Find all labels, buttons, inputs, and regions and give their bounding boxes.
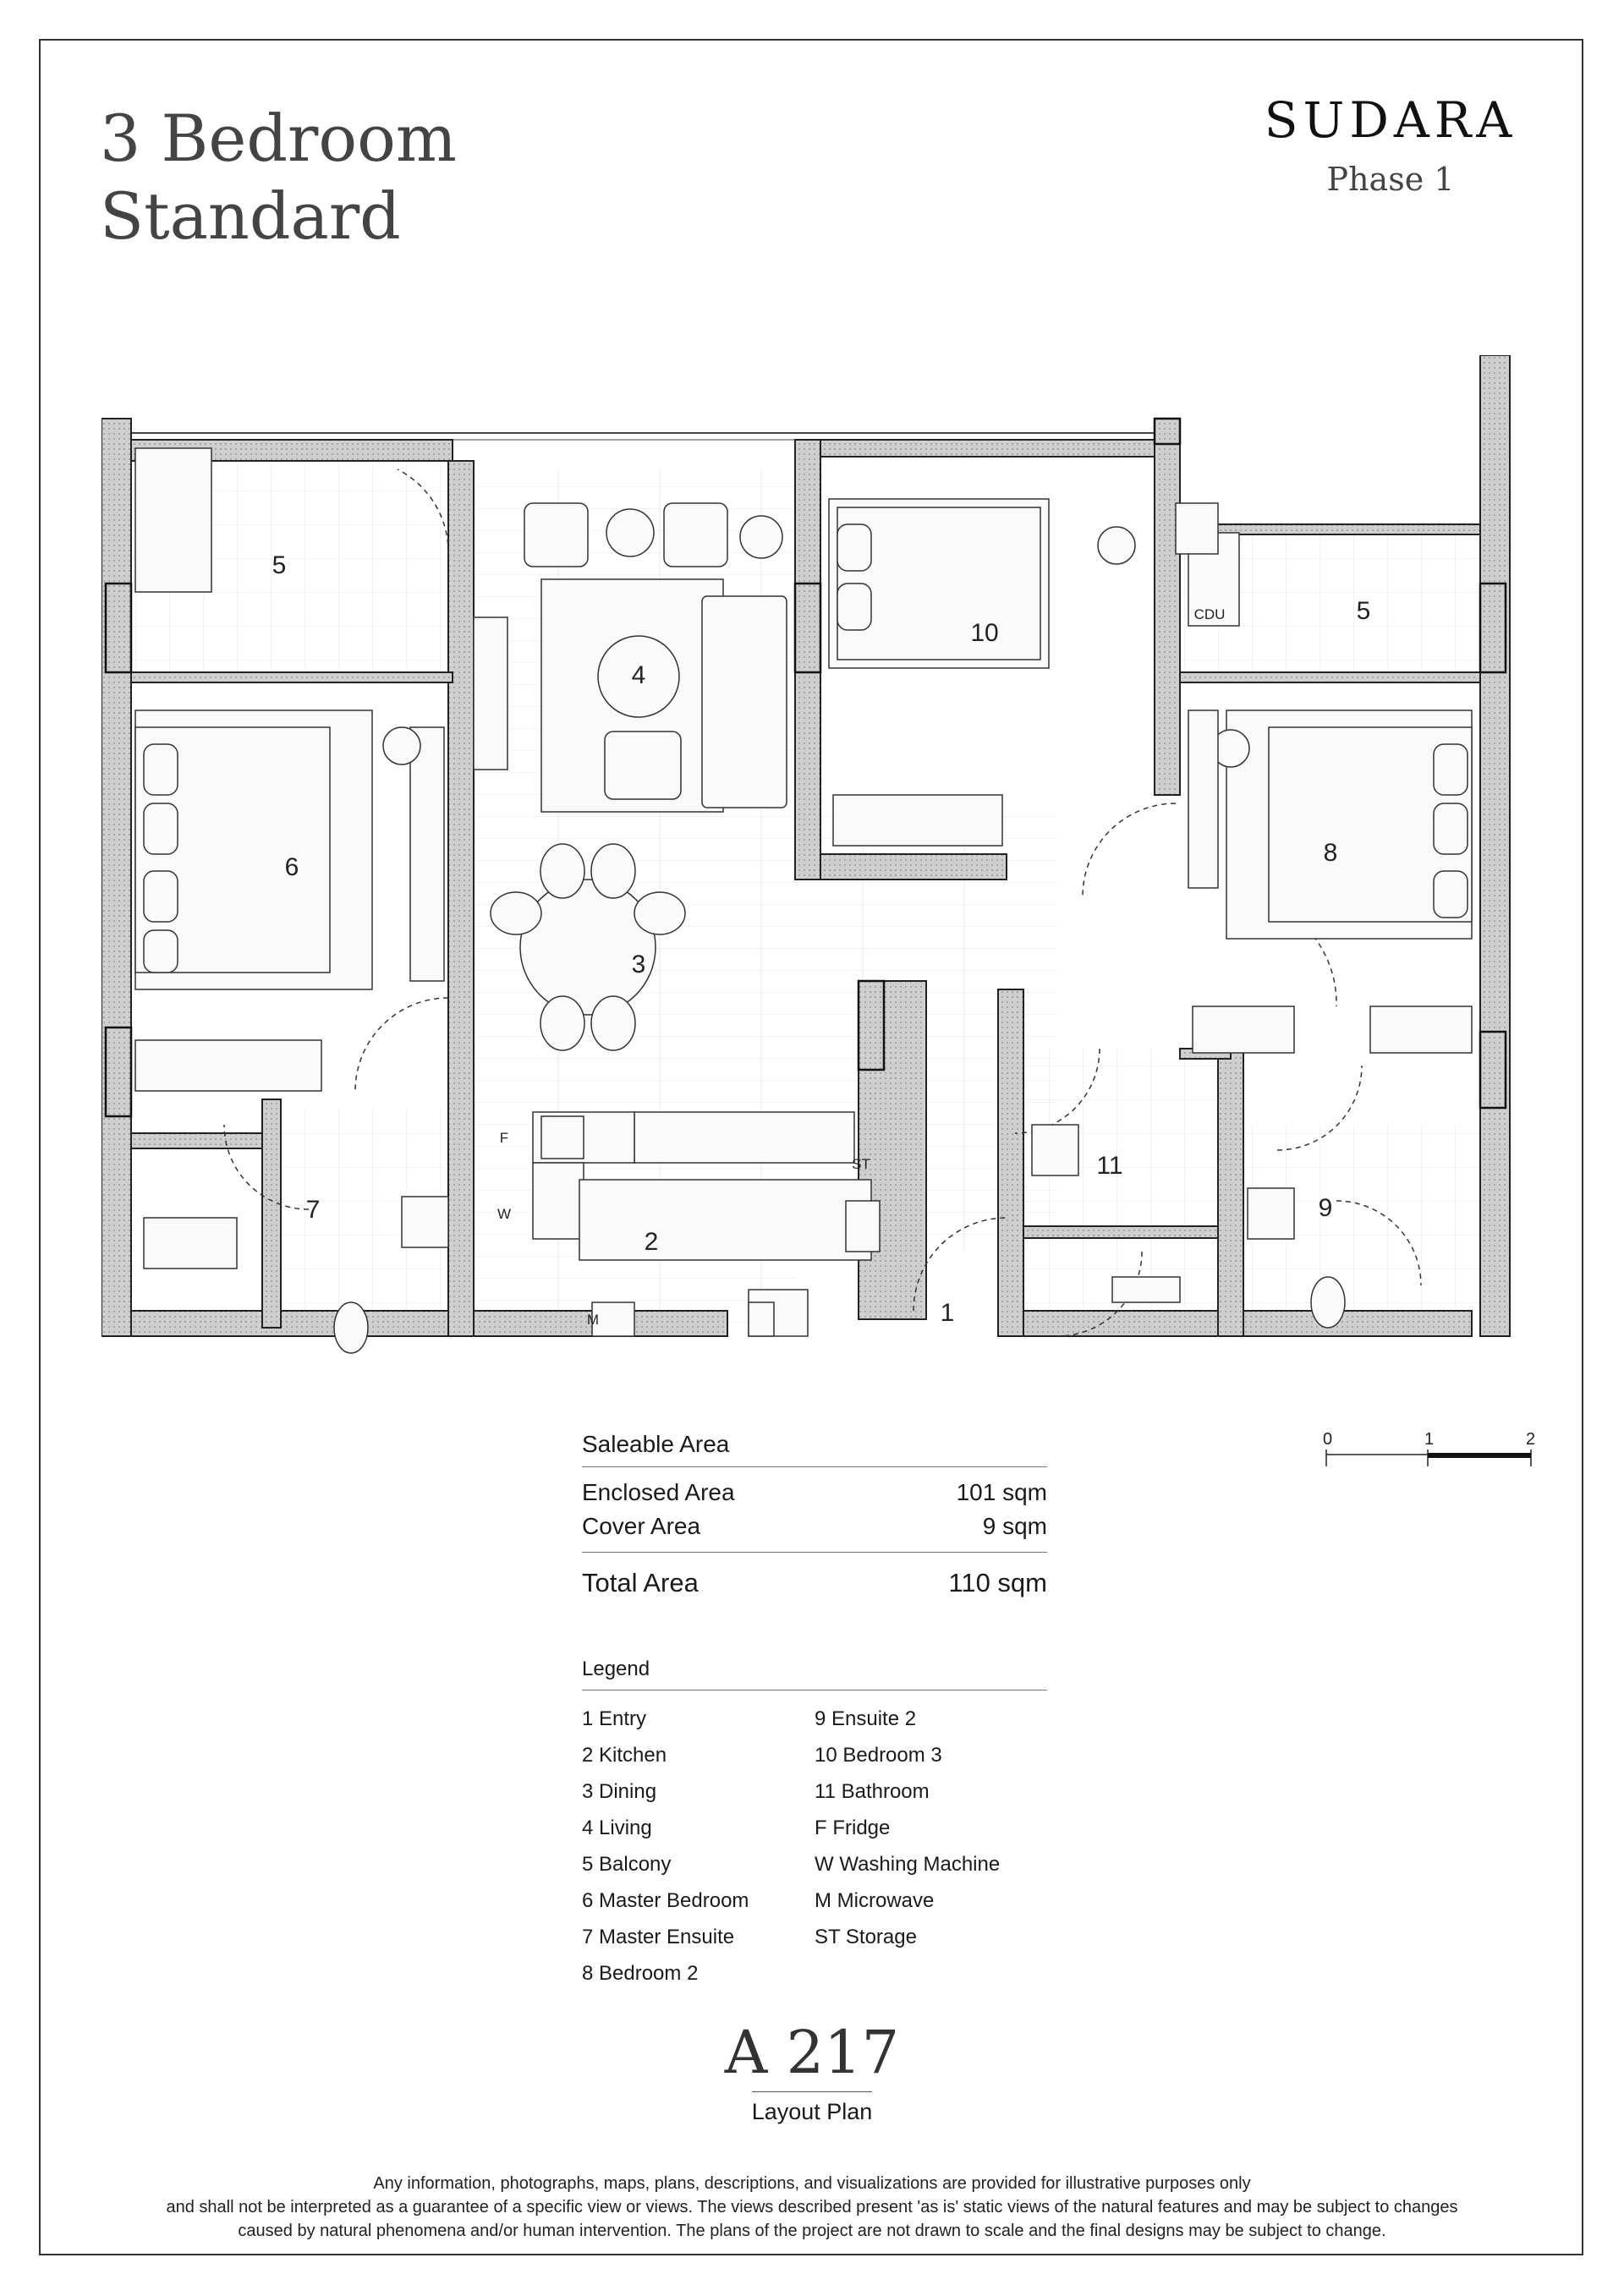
scale-bar — [1321, 1429, 1541, 1480]
legend-item: 2 Kitchen — [582, 1744, 667, 1767]
microwave-label: M — [586, 1312, 600, 1328]
legend-item: F Fridge — [815, 1817, 891, 1839]
brand-logo: SUDARA — [1264, 91, 1517, 149]
fridge-label: F — [499, 1130, 509, 1146]
disclaimer-line-2: and shall not be interpreted as a guarantee of a specific view or views. The views described present 'as is' static views of the natural features and may be subject to changes — [166, 2198, 1458, 2217]
room-label-9: 9 — [1318, 1194, 1333, 1222]
area-heading: Saleable Area — [582, 1431, 1047, 1467]
room-label-7: 7 — [305, 1196, 321, 1224]
scale-tick-1: 1 — [1424, 1430, 1435, 1449]
room-label-11: 11 — [1096, 1152, 1123, 1180]
storage-label: ST — [852, 1156, 870, 1172]
legend-item: 6 Master Bedroom — [582, 1889, 749, 1912]
title-line-2: Standard — [100, 178, 401, 254]
saleable-area-table — [582, 1431, 1047, 1598]
legend-item: 11 Bathroom — [815, 1780, 930, 1803]
room-label-6: 6 — [284, 853, 299, 881]
room-label-10: 10 — [970, 619, 999, 647]
room-label-2: 2 — [644, 1228, 659, 1256]
legend-column-right — [815, 1701, 1047, 1992]
disclaimer — [102, 2172, 1522, 2243]
cover-area-row — [582, 1513, 1047, 1553]
room-label-5b: 5 — [1356, 597, 1371, 625]
legend-item: 4 Living — [582, 1817, 652, 1839]
scale-tick-2: 2 — [1526, 1430, 1536, 1449]
disclaimer-line-3: caused by natural phenomena and/or human intervention. The plans of the project are not drawn to scale and the final designs may be subject to change. — [238, 2222, 1386, 2240]
legend-item: 9 Ensuite 2 — [815, 1707, 917, 1730]
room-label-1: 1 — [940, 1299, 955, 1327]
legend — [582, 1658, 1047, 1992]
unit-label: Layout Plan — [752, 2091, 873, 2125]
cdu-label: CDU — [1193, 606, 1226, 622]
enclosed-area-label: Enclosed Area — [582, 1479, 735, 1505]
brand-phase: Phase 1 — [1326, 161, 1455, 198]
room-label-8: 8 — [1323, 839, 1338, 867]
legend-item: M Microwave — [815, 1889, 935, 1912]
legend-heading: Legend — [582, 1658, 1047, 1690]
room-label-3: 3 — [631, 951, 646, 978]
washer-label: W — [497, 1206, 512, 1222]
legend-column-left — [582, 1701, 815, 1992]
legend-item: 7 Master Ensuite — [582, 1926, 735, 1948]
unit-code: A 217 — [724, 2018, 900, 2087]
brand-block — [1255, 91, 1526, 198]
room-label-4: 4 — [631, 661, 646, 689]
legend-item: 1 Entry — [582, 1707, 647, 1730]
legend-item: W Washing Machine — [815, 1853, 1001, 1876]
page-title — [100, 100, 457, 255]
legend-item: 8 Bedroom 2 — [582, 1962, 699, 1985]
enclosed-area-row — [582, 1479, 1047, 1506]
legend-item: 5 Balcony — [582, 1853, 672, 1876]
legend-item: 3 Dining — [582, 1780, 657, 1803]
unit-block — [0, 2017, 1624, 2125]
disclaimer-line-1: Any information, photographs, maps, plans, descriptions, and visualizations are provided for illustrative purposes only — [373, 2174, 1251, 2193]
total-area-row — [582, 1568, 1047, 1598]
scale-tick-0: 0 — [1323, 1430, 1333, 1449]
cover-area-label: Cover Area — [582, 1513, 701, 1539]
room-label-5a: 5 — [272, 551, 287, 579]
total-area-label: Total Area — [582, 1568, 699, 1597]
title-line-1: 3 Bedroom — [100, 101, 457, 176]
total-area-value: 110 sqm — [948, 1568, 1047, 1597]
legend-item: 10 Bedroom 3 — [815, 1744, 942, 1767]
floor-plan — [102, 355, 1522, 1421]
legend-item: ST Storage — [815, 1926, 917, 1948]
cover-area-value: 9 sqm — [982, 1513, 1047, 1539]
enclosed-area-value: 101 sqm — [956, 1479, 1047, 1505]
